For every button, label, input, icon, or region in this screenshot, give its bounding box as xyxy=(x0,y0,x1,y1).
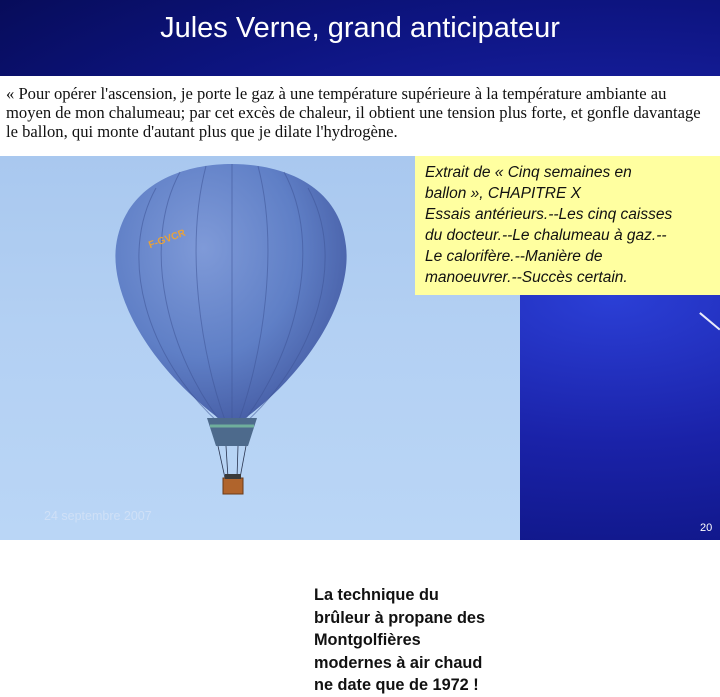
balloon-skirt xyxy=(207,418,257,446)
technique-line: La technique du xyxy=(314,586,439,604)
technique-line: Montgolfières xyxy=(314,631,421,649)
technique-line: brûleur à propane des xyxy=(314,608,485,627)
slide-date: 24 septembre 2007 xyxy=(44,509,152,523)
balloon-registration-label: F-GVCR xyxy=(147,227,188,252)
excerpt-line: du docteur.--Le chalumeau à gaz.-- xyxy=(425,227,667,244)
excerpt-line: manoeuvrer.--Succès certain. xyxy=(425,269,628,286)
page-number: 20 xyxy=(700,522,713,534)
excerpt-line: Le calorifère.--Manière de xyxy=(425,248,603,265)
excerpt-line: ballon », CHAPITRE X xyxy=(425,185,581,202)
quote-box xyxy=(0,76,720,156)
balloon-envelope xyxy=(115,164,346,428)
excerpt-line: Extrait de « Cinq semaines en xyxy=(425,164,632,181)
excerpt-text xyxy=(425,162,717,288)
decorative-line xyxy=(700,312,720,330)
excerpt-line: Essais antérieurs.--Les cinq caisses xyxy=(425,206,673,223)
balloon-cables xyxy=(218,446,246,478)
slide-title: Jules Verne, grand anticipateur xyxy=(160,12,560,44)
technique-caption xyxy=(314,584,514,697)
technique-line: ne date que de 1972 ! xyxy=(314,676,479,694)
quote-text: « Pour opérer l'ascension, je porte le gaz à une température supérieure à la température ambiante au moyen de mon chalumeau; par cet excès de chaleur, il obtient une tension plus forte, et gonfle davantage le ballon, qui monte d'autant plus que je dilate l'hydrogène. xyxy=(6,84,701,141)
technique-line: modernes à air chaud xyxy=(314,653,483,672)
balloon-basket xyxy=(223,478,243,494)
excerpt-note xyxy=(415,156,720,295)
